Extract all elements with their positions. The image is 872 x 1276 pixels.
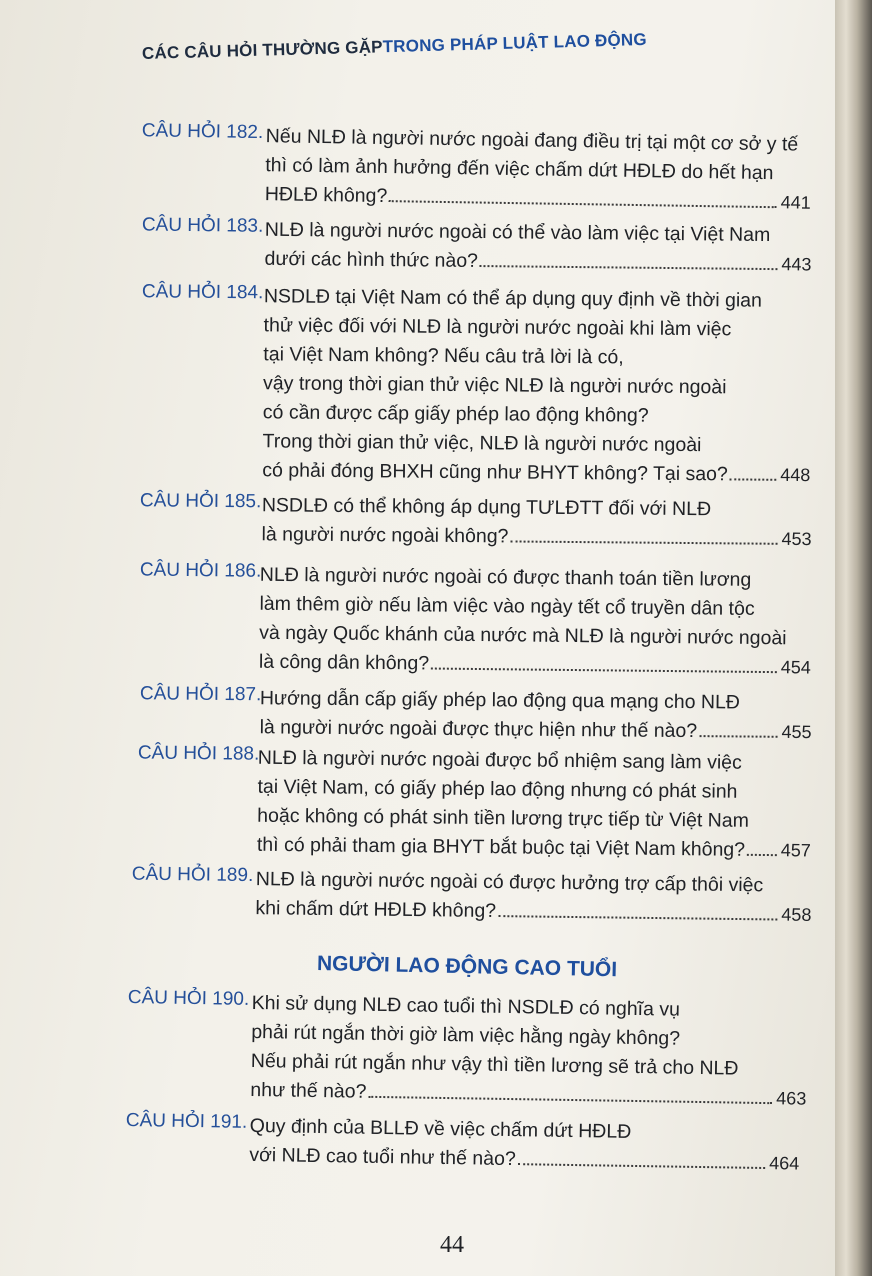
question-line-text: NLĐ là người nước ngoài có được hưởng trợ cấp thôi việc [255, 868, 764, 897]
question-line-text: thử việc đối với NLĐ là người nước ngoài khi làm việc [263, 314, 732, 341]
question-line [263, 398, 811, 432]
question-line-text: NLĐ là người nước ngoài có thể vào làm việc tại Việt Nam [264, 218, 771, 247]
dot-leader [510, 539, 777, 544]
question-line [262, 456, 810, 490]
dot-leader [480, 264, 778, 270]
page-ref: 464 [769, 1153, 800, 1174]
question-label: CÂU HỎI 184. [141, 281, 264, 304]
question-label: CÂU HỎI 185. [139, 490, 262, 513]
toc-entry [0, 118, 835, 213]
toc-entry [0, 985, 835, 1109]
question-line-text: thì có làm ảnh hưởng đến việc chấm dứt HĐLĐ do hết hạn [265, 154, 774, 185]
question-line-text: và ngày Quốc khánh của nước mà NLĐ là người nước ngoài [259, 621, 787, 650]
question-line [261, 520, 811, 554]
question-text [259, 684, 811, 747]
question-line-text: Nếu NLĐ là người nước ngoài đang điều trị tại một cơ sở y tế [265, 125, 799, 156]
running-header [142, 30, 647, 64]
question-label: CÂU HỎI 182. [141, 120, 264, 144]
question-text [265, 122, 812, 218]
page-ref: 463 [776, 1088, 807, 1109]
question-label: CÂU HỎI 189. [131, 863, 254, 887]
question-line [263, 311, 811, 345]
question-line-text: Trong thời gian thử việc, NLĐ là người nước ngoài [262, 430, 702, 457]
question-line-text: như thế nào? [250, 1078, 367, 1103]
question-text [262, 282, 812, 490]
question-line-text: dưới các hình thức nào? [264, 247, 479, 273]
question-line-text: vậy trong thời gian thử việc NLĐ là người nước ngoài [263, 372, 727, 399]
dot-leader [747, 853, 777, 856]
section-title: NGƯỜI LAO ĐỘNG CAO TUỔI [316, 952, 618, 982]
toc-entry [0, 558, 835, 678]
dot-leader [368, 1095, 772, 1104]
question-line-text: NSDLĐ có thể không áp dụng TƯLĐTT đối với NLĐ [261, 494, 712, 521]
question-text [259, 561, 812, 683]
question-text [249, 1112, 800, 1179]
question-line-text: NLĐ là người nước ngoài được bổ nhiệm sang làm việc [257, 746, 742, 774]
dot-leader [431, 667, 777, 674]
question-line-text: NSDLĐ tại Việt Nam có thể áp dụng quy định về thời gian [263, 285, 763, 312]
question-line-text: là người nước ngoài được thực hiện như thế nào? [259, 716, 698, 743]
question-line [264, 245, 811, 280]
header-part-2: TRONG PHÁP LUẬT LAO ĐỘNG [382, 29, 648, 57]
question-line-text: thì có phải tham gia BHYT bắt buộc tại Việt Nam không? [256, 833, 746, 861]
question-line-text: phải rút ngắn thời giờ làm việc hằng ngày không? [251, 1020, 681, 1050]
question-line [262, 491, 812, 525]
page-ref: 455 [781, 721, 812, 743]
question-text [257, 744, 812, 866]
question-line-text: với NLĐ cao tuổi như thế nào? [249, 1143, 516, 1171]
page-number: 44 [440, 1232, 464, 1258]
question-line [262, 427, 810, 461]
dot-leader [498, 914, 777, 920]
question-line-text: khi chấm dứt HĐLĐ không? [255, 897, 497, 923]
question-line-text: Nếu phải rút ngắn như vậy thì tiền lương sẽ trả cho NLĐ [250, 1049, 739, 1080]
toc-entry [0, 489, 835, 550]
question-label: CÂU HỎI 188. [137, 742, 260, 765]
question-line-text: tại Việt Nam, có giấy phép lao động nhưng có phát sinh [257, 775, 738, 803]
page-ref: 443 [781, 254, 812, 275]
question-label: CÂU HỎI 190. [127, 987, 250, 1010]
question-line [263, 340, 811, 374]
dot-leader [699, 734, 777, 738]
question-line [263, 369, 811, 403]
question-label: CÂU HỎI 186. [139, 559, 262, 582]
question-line [259, 713, 811, 747]
header-part-1: CÁC CÂU HỎI THƯỜNG GẶP [141, 37, 383, 63]
toc-entry [0, 682, 835, 743]
question-line-text: có phải đóng BHXH cũng như BHYT không? Tại sao? [262, 459, 728, 486]
page-ref: 441 [780, 192, 811, 213]
question-line-text: Quy định của BLLĐ về việc chấm dứt HĐLĐ [249, 1114, 632, 1143]
page-ref: 448 [780, 464, 811, 486]
question-line [264, 282, 812, 316]
question-line-text: là người nước ngoài không? [261, 523, 509, 548]
toc-entry [0, 280, 835, 486]
question-line-text: HĐLĐ không? [264, 183, 388, 208]
book-edge [835, 0, 872, 1276]
page-ref: 453 [781, 528, 812, 550]
question-line-text: NLĐ là người nước ngoài có được thanh toán tiền lương [259, 563, 752, 591]
page-ref: 457 [780, 840, 812, 861]
question-line-text: làm thêm giờ nếu làm việc vào ngày tết cổ truyền dân tộc [259, 592, 755, 620]
question-label: CÂU HỎI 183. [141, 214, 264, 237]
question-line-text: Hướng dẫn cấp giấy phép lao động qua mạng cho NLĐ [259, 687, 741, 714]
dot-leader [389, 199, 776, 208]
dot-leader [730, 477, 777, 480]
question-line-text: hoặc không có phát sinh tiền lương trực tiếp từ Việt Nam [257, 804, 750, 832]
question-line [257, 831, 811, 866]
question-text [250, 989, 808, 1114]
question-line-text: Khi sử dụng NLĐ cao tuổi thì NSDLĐ có nghĩa vụ [251, 991, 681, 1021]
page-ref: 454 [780, 657, 812, 678]
question-label: CÂU HỎI 191. [125, 1109, 248, 1133]
question-line-text: tại Việt Nam không? Nếu câu trả lời là có, [263, 343, 624, 369]
question-text [255, 865, 812, 930]
dot-leader [518, 1162, 765, 1169]
question-label: CÂU HỎI 187. [139, 683, 262, 706]
question-line-text: có cần được cấp giấy phép lao động không? [262, 401, 649, 427]
question-text [264, 216, 812, 280]
question-line [259, 648, 811, 683]
page-ref: 458 [781, 904, 812, 925]
question-line-text: là công dân không? [258, 650, 430, 675]
question-text [261, 491, 811, 554]
